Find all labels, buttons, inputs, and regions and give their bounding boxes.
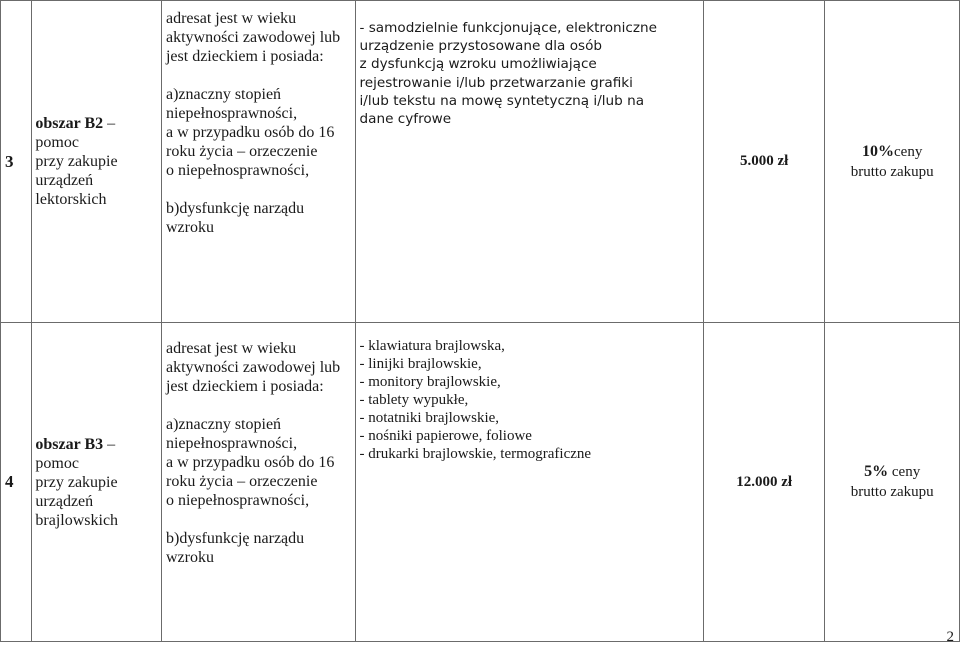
device-line: - samodzielnie funkcjonujące, elektroniczne — [359, 20, 658, 36]
device-line: urządzenie przystosowane dla osób — [359, 38, 603, 55]
co-financing-percent — [825, 323, 960, 642]
co-financing-percent — [825, 1, 960, 323]
area-code: obszar B2 — [35, 115, 104, 132]
area-line: pomoc — [35, 134, 79, 151]
condition-intro-line: adresat jest w wieku — [165, 340, 297, 357]
max-amount: 12.000 zł — [703, 323, 824, 642]
condition-a-line: roku życia – orzeczenie — [165, 143, 318, 160]
page-number: 2 — [946, 629, 954, 645]
condition-intro-line: jest dzieckiem i posiada: — [165, 48, 324, 65]
row-number: 3 — [1, 1, 32, 323]
device-line: - nośniki papierowe, foliowe — [359, 428, 532, 444]
table-row — [1, 323, 960, 642]
percent-tail: brutto zakupu — [850, 163, 934, 180]
area-line: urządzeń — [35, 492, 94, 510]
condition-intro-line: jest dzieckiem i posiada: — [165, 378, 324, 395]
area-line: lektorskich — [35, 191, 107, 208]
condition-a-line: o niepełnosprawności, — [165, 162, 310, 179]
device-line: - tablety wypukłe, — [359, 392, 469, 408]
area-line: przy zakupie — [35, 473, 118, 491]
device-line: rejestrowanie i/lub przetwarzanie grafiki — [359, 74, 633, 91]
area-code: obszar B3 — [35, 435, 104, 453]
area-line: brajlowskich — [35, 511, 119, 529]
table-row — [1, 1, 960, 323]
device-line: dane cyfrowe — [359, 111, 452, 128]
device-line: i/lub tekstu na mowę syntetyczną i/lub na — [359, 92, 645, 109]
device-line: - monitory brajlowskie, — [359, 374, 501, 390]
area-dash: – — [107, 435, 116, 453]
area-line: pomoc — [35, 454, 79, 472]
recipient-conditions — [161, 1, 355, 323]
condition-b-line: b)dysfunkcję narządu — [165, 530, 305, 547]
condition-b-line: b)dysfunkcję narządu — [165, 200, 305, 217]
condition-a-line: a w przypadku osób do 16 — [165, 454, 335, 471]
condition-b-line: wzroku — [165, 549, 214, 566]
row-number: 4 — [1, 323, 32, 642]
percent-word: ceny — [894, 143, 923, 160]
percent-value: 5% — [864, 463, 889, 480]
condition-a-line: a)znaczny stopień — [165, 86, 282, 103]
area-dash: – — [107, 115, 116, 132]
device-line: - notatniki brajlowskie, — [359, 410, 500, 426]
device-list — [355, 1, 703, 323]
percent-value: 10% — [862, 142, 895, 160]
condition-a-line: roku życia – orzeczenie — [165, 473, 318, 490]
device-line: - linijki brajlowskie, — [359, 356, 482, 372]
condition-a-line: niepełnosprawności, — [165, 105, 298, 122]
condition-intro-line: aktywności zawodowej lub — [165, 359, 341, 376]
device-line: - drukarki brajlowskie, termograficzne — [359, 446, 592, 462]
condition-b-line: wzroku — [165, 219, 214, 236]
max-amount: 5.000 zł — [703, 1, 824, 323]
percent-tail: brutto zakupu — [850, 484, 934, 500]
condition-a-line: a w przypadku osób do 16 — [165, 124, 335, 141]
device-line: z dysfunkcją wzroku umożliwiające — [359, 56, 597, 73]
recipient-conditions — [161, 323, 355, 642]
area-line: urządzeń — [35, 172, 94, 189]
percent-word: ceny — [891, 464, 921, 480]
condition-a-line: a)znaczny stopień — [165, 416, 282, 433]
condition-a-line: o niepełnosprawności, — [165, 492, 310, 509]
area-name — [32, 323, 162, 642]
condition-a-line: niepełnosprawności, — [165, 435, 298, 452]
area-name — [32, 1, 162, 323]
condition-intro-line: adresat jest w wieku — [165, 10, 297, 27]
area-line: przy zakupie — [35, 153, 118, 170]
device-list — [355, 323, 703, 642]
device-line: - klawiatura brajlowska, — [359, 338, 505, 354]
condition-intro-line: aktywności zawodowej lub — [165, 29, 341, 46]
